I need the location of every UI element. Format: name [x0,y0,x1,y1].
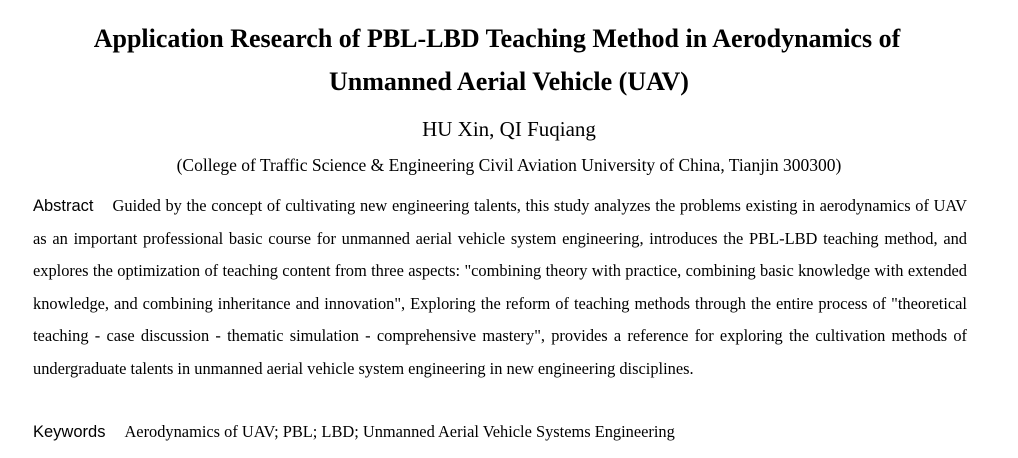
abstract-text: Guided by the concept of cultivating new engineering talents, this study analyzes the problems existing in aerodynamics of UAV as an important professional basic course for unmanned aerial vehicle system engineering, introduces the PBL-LBD teaching method, and explores the optimization of teaching content from three aspects: "combining theory with practice, combining basic knowledge with extended knowledge, and combining inheritance and innovation", Exploring the reform of teaching methods through the entire process of "theoretical teaching - case discussion - thematic simulation - comprehensive mastery", provides a reference for exploring the cultivation methods of undergraduate talents in unmanned aerial vehicle system engineering in new engineering disciplines. [33,196,967,378]
keywords-text: Aerodynamics of UAV; PBL; LBD; Unmanned Aerial Vehicle Systems Engineering [124,422,675,441]
abstract-label: Abstract [33,197,94,215]
paper-title-line-2: Unmanned Aerial Vehicle (UAV) [329,67,689,96]
paper-affiliation: (College of Traffic Science & Engineering Civil Aviation University of China, Tianjin 300300) [176,155,842,175]
abstract-section [33,190,967,386]
paper-authors: HU Xin, QI Fuqiang [422,117,596,141]
keywords-label: Keywords [33,423,106,441]
keywords-section [33,419,967,445]
paper-title-line-1: Application Research of PBL-LBD Teaching Method in Aerodynamics of [93,24,901,53]
